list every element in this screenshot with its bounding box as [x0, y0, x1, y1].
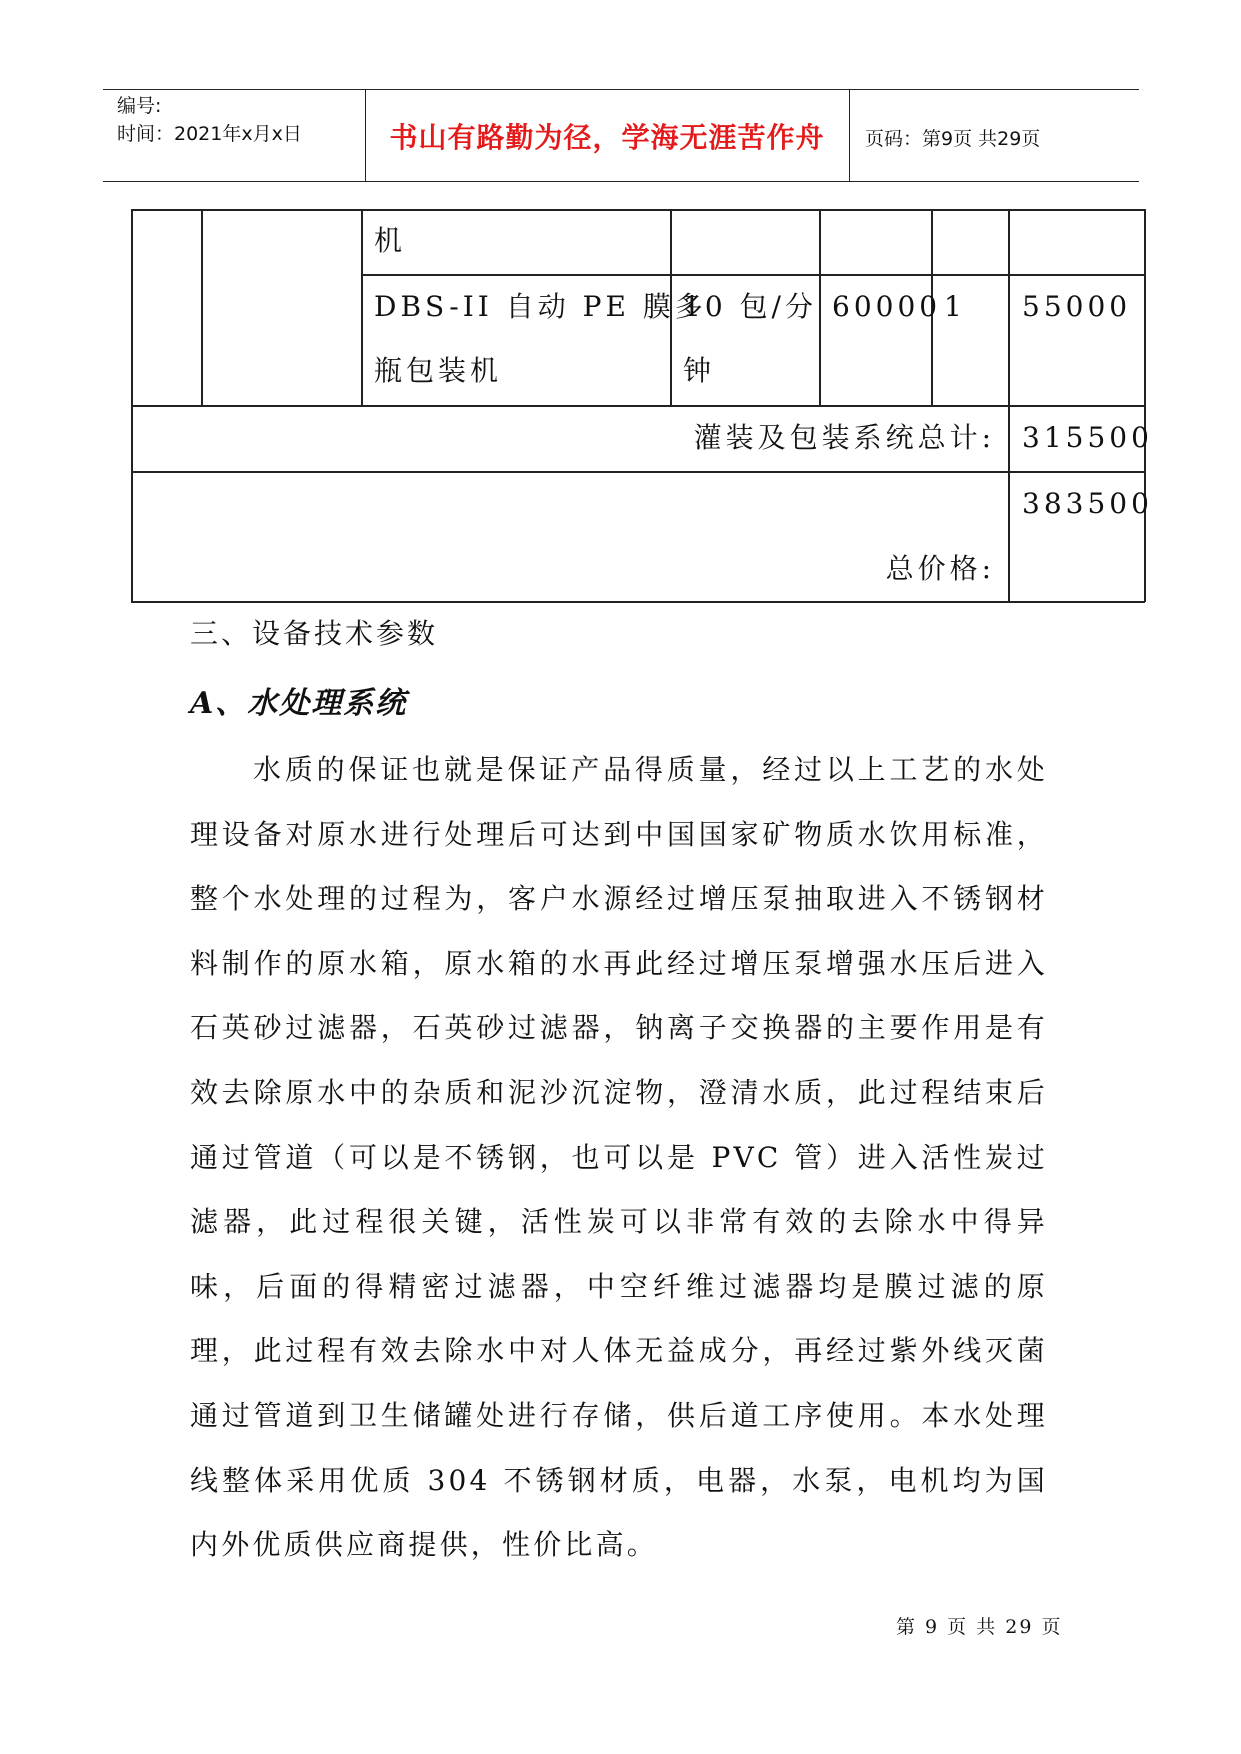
- grand-total-label: 总价格:: [885, 552, 995, 585]
- equipment-total: 55000: [1022, 290, 1132, 323]
- header-bottom-rule: [103, 181, 1139, 182]
- equipment-capacity-line2: 钟: [683, 354, 716, 387]
- table-rule: [201, 209, 203, 406]
- header-top-rule: [103, 89, 1139, 90]
- subtotal-value: 315500: [1022, 421, 1153, 454]
- equipment-qty: 1: [944, 290, 966, 323]
- table-rule: [1008, 209, 1010, 602]
- table-rule: [131, 209, 1145, 211]
- header-page-info: 页码：第9页 共29页: [865, 128, 1041, 150]
- section-title: 三、设备技术参数: [190, 617, 439, 650]
- subsection-title: A、水处理系统: [190, 686, 408, 721]
- equipment-name-line2: 瓶包装机: [374, 354, 503, 387]
- subtotal-label: 灌装及包装系统总计:: [693, 421, 995, 454]
- equipment-name-line1: DBS-II 自动 PE 膜多: [374, 290, 707, 323]
- header-meta: [117, 92, 302, 148]
- equipment-unit-price: 60000: [832, 290, 942, 323]
- header-number-label: 编号:: [117, 95, 162, 117]
- table-rule: [819, 209, 821, 406]
- page-footer: 第 9 页 共 29 页: [896, 1616, 1063, 1638]
- header-divider-right: [849, 89, 850, 181]
- table-rule: [131, 471, 1145, 473]
- equipment-price-table: [131, 209, 1153, 602]
- header-time-label: 时间：2021年x月x日: [117, 123, 302, 145]
- table-rule: [361, 209, 363, 406]
- table-rule: [131, 601, 1145, 603]
- header-motto: 书山有路勤为径，学海无涯苦作舟: [389, 121, 825, 154]
- table-rule: [131, 209, 133, 602]
- equipment-capacity-line1: 10 包/分: [683, 290, 817, 323]
- equipment-name-tail: 机: [374, 224, 407, 257]
- grand-total-value: 383500: [1022, 487, 1153, 520]
- body-paragraph: 水质的保证也就是保证产品得质量，经过以上工艺的水处理设备对原水进行处理后可达到中国国家矿物质水饮用标准，整个水处理的过程为，客户水源经过增压泵抽取进入不锈钢材料制作的原水箱，原水箱的水再此经过增压泵增强水压后进入石英砂过滤器，石英砂过滤器，钠离子交换器的主要作用是有效去除原水中的杂质和泥沙沉淀物，澄清水质，此过程结束后通过管道（可以是不锈钢，也可以是 PVC 管）进入活性炭过滤器，此过程很关键，活性炭可以非常有效的去除水中得异味，后面的得精密过滤器，中空纤维过滤器均是膜过滤的原理，此过程有效去除水中对人体无益成分，再经过紫外线灭菌通过管道到卫生储罐处进行存储，供后道工序使用。本水处理线整体采用优质 304 不锈钢材质，电器，水泵，电机均为国内外优质供应商提供，性价比高。: [190, 753, 1048, 1562]
